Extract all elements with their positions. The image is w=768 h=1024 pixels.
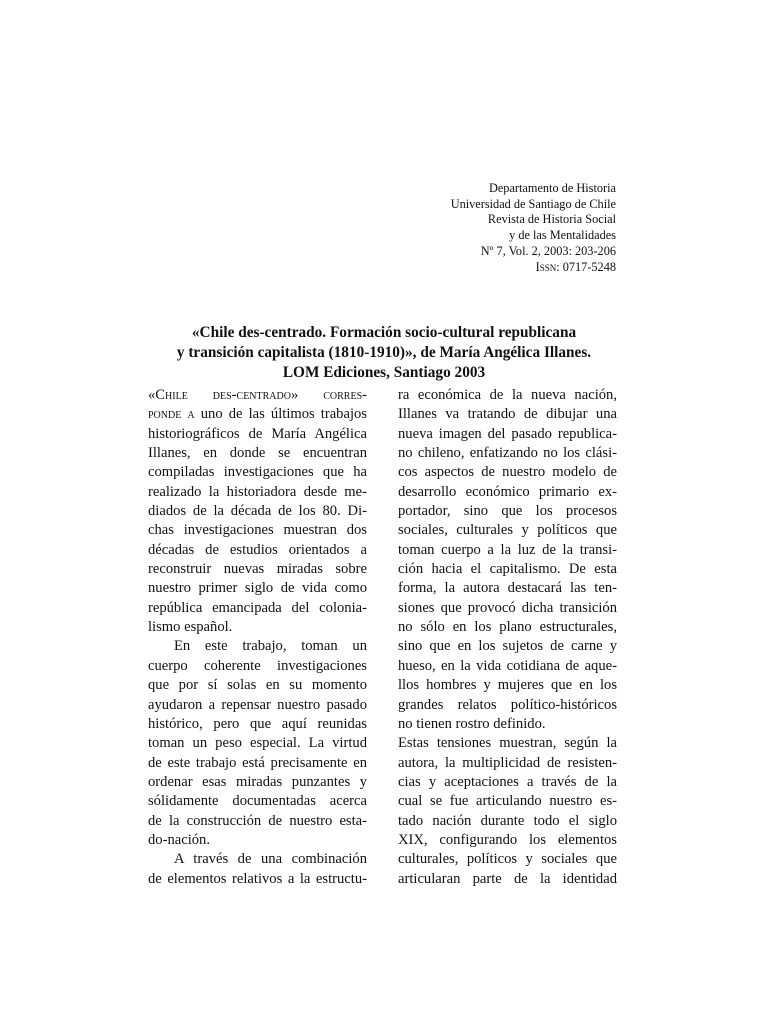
text-line [398, 560, 617, 579]
line-text: nueva imagen del pasado republica- [398, 425, 617, 442]
line-text: historiográficos de María Angélica [148, 425, 367, 442]
line-text: ayudaron a repensar nuestro pasado [148, 696, 367, 713]
text-line [148, 405, 367, 424]
line-text: En este trabajo, toman un [174, 638, 367, 655]
line-text: cos aspectos de nuestro modelo de [398, 464, 617, 481]
line-text: sino que en los sujetos de carne y [398, 638, 617, 655]
line-text: culturales, políticos y sociales que [398, 851, 617, 868]
text-line [398, 657, 617, 676]
line-text: tado nación durante todo el siglo [398, 812, 617, 829]
line-text: realizado la historiadora desde me- [148, 483, 367, 500]
text-line [398, 773, 617, 792]
text-line [148, 579, 367, 598]
line-text: uno de las últimos trabajos [194, 406, 367, 423]
text-line [148, 696, 367, 715]
line-text: portador, sino que los procesos [398, 503, 617, 520]
text-line [148, 618, 367, 637]
review-title [100, 323, 668, 383]
small-caps-lead: ponde a [148, 406, 195, 423]
text-line [148, 560, 367, 579]
header-line-university: Universidad de Santiago de Chile [450, 196, 616, 211]
text-line [148, 754, 367, 773]
text-line [148, 870, 367, 889]
text-line [148, 502, 367, 521]
line-text: forma, la autora destacará las ten- [398, 580, 617, 597]
text-line [398, 502, 617, 521]
text-line [398, 405, 617, 424]
text-line [148, 812, 367, 831]
text-line [148, 521, 367, 540]
line-text: república emancipada del colonia- [148, 599, 367, 616]
line-text: no chileno, enfatizando no los clási- [398, 445, 617, 462]
line-text: cuerpo coherente investigaciones [148, 657, 367, 674]
issn-value: : 0717-5248 [556, 259, 616, 274]
line-text: Illanes, en donde se encuentran [148, 445, 367, 462]
text-line [398, 618, 617, 637]
text-line [148, 734, 367, 753]
right-text-column [398, 386, 617, 889]
line-text: de elementos relativos a la estructu- [148, 870, 367, 887]
line-text: ordenar esas miradas punzantes y [148, 773, 367, 790]
line-text: siones que provocó dicha transición [398, 599, 617, 616]
text-line [148, 463, 367, 482]
line-text: llos hombres y mujeres que en los [398, 677, 617, 694]
text-line [148, 386, 367, 405]
text-line [148, 676, 367, 695]
line-text: sólidamente documentadas acerca [148, 793, 367, 810]
text-line [148, 444, 367, 463]
text-line [148, 850, 367, 869]
text-line [148, 483, 367, 502]
line-text: cual se fue articulando nuestro es- [398, 793, 617, 810]
line-text: chas investigaciones muestran dos [148, 522, 367, 539]
text-line [398, 850, 617, 869]
header-line-journal-cont: y de las Mentalidades [509, 228, 616, 243]
line-text: diados de la década de los 80. Di- [148, 503, 367, 520]
text-line [398, 444, 617, 463]
text-line [398, 541, 617, 560]
line-text: de este trabajo está precisamente en [148, 754, 367, 771]
text-line [148, 657, 367, 676]
text-line [398, 483, 617, 502]
text-line [398, 792, 617, 811]
text-line [148, 637, 367, 656]
text-line [398, 637, 617, 656]
text-line [398, 521, 617, 540]
line-text: de la construcción de nuestro esta- [148, 812, 367, 829]
text-line [398, 734, 617, 753]
issn-label: Issn [535, 259, 557, 274]
line-text: hueso, en la vida cotidiana de aque- [398, 657, 617, 674]
title-line-2: y transición capitalista (1810-1910)», de María Angélica Illanes. [176, 344, 592, 361]
text-line [398, 425, 617, 444]
text-line [148, 425, 367, 444]
header-line-issue: Nº 7, Vol. 2, 2003: 203-206 [480, 243, 616, 258]
line-text: toman cuerpo a la luz de la transi- [398, 541, 617, 558]
text-line [398, 715, 617, 734]
text-line [148, 792, 367, 811]
text-line [398, 754, 617, 773]
journal-header [451, 181, 616, 275]
small-caps-lead: «Chile des-centrado» corres- [148, 387, 367, 403]
text-line [148, 715, 367, 734]
header-line-journal: Revista de Historia Social [487, 212, 616, 227]
text-line [398, 696, 617, 715]
line-text: no sólo en los plano estructurales, [398, 619, 617, 636]
line-text: desarrollo económico primario ex- [398, 483, 617, 500]
left-text-column [148, 386, 367, 889]
text-line [148, 599, 367, 618]
text-line [148, 773, 367, 792]
line-text: décadas de estudios orientados a [148, 541, 367, 558]
line-text: autora, la multiplicidad de resisten- [398, 754, 617, 771]
text-line [148, 541, 367, 560]
line-text: ra económica de la nueva nación, [398, 387, 617, 403]
line-text: toman un peso especial. La virtud [148, 735, 367, 752]
line-text: nuestro primer siglo de vida como [148, 580, 367, 597]
line-text: cias y aceptaciones a través de la [398, 773, 617, 790]
text-line [398, 812, 617, 831]
text-line [398, 831, 617, 850]
text-line [398, 579, 617, 598]
text-line [398, 599, 617, 618]
header-line-department: Departamento de Historia [488, 181, 616, 195]
text-line [398, 463, 617, 482]
line-text: Estas tensiones muestran, según la [398, 735, 617, 752]
line-text: A través de una combinación [174, 851, 367, 868]
line-text: ción hacia el capitalismo. De esta [398, 561, 617, 578]
line-text: que por sí solas en su momento [148, 677, 367, 694]
text-line [398, 386, 617, 405]
title-line-1: «Chile des-centrado. Formación socio-cultural republicana [191, 324, 577, 341]
header-line-issn [451, 260, 616, 276]
title-line-3: LOM Ediciones, Santiago 2003 [282, 364, 486, 381]
line-text: XIX, configurando los elementos [398, 831, 617, 848]
text-line [398, 676, 617, 695]
line-text: no tienen rostro definido. [398, 715, 546, 732]
text-line [398, 870, 617, 889]
line-text: do-nación. [148, 831, 211, 848]
line-text: Illanes va tratando de dibujar una [398, 406, 617, 423]
line-text: reconstruir nuevas miradas sobre [148, 561, 367, 578]
line-text: histórico, pero que aquí reunidas [148, 715, 367, 732]
line-text: articularan parte de la identidad [398, 870, 617, 887]
line-text: grandes relatos político-históricos [398, 696, 617, 713]
line-text: sociales, culturales y políticos que [398, 522, 617, 539]
line-text: compiladas investigaciones que ha [148, 464, 367, 481]
line-text: lismo español. [148, 619, 233, 636]
text-line [148, 831, 367, 850]
